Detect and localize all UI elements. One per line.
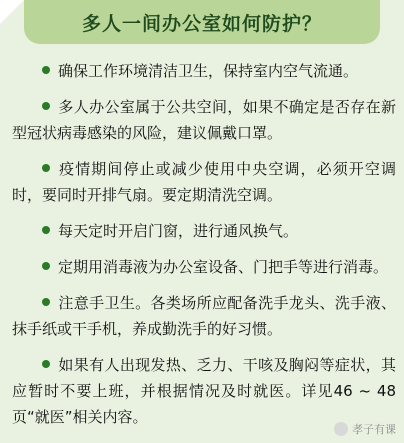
- list-item: [12, 254, 396, 280]
- list-item-text: 注意手卫生。各类场所应配备洗手龙头、洗手液、抹手纸或干手机，养成勤洗手的好习惯。: [12, 294, 396, 338]
- wechat-icon: [334, 422, 348, 436]
- watermark-text: 孝子有课: [352, 423, 396, 436]
- title-bar: [24, 0, 380, 44]
- bullet-icon: [42, 298, 50, 306]
- bullet-icon: [42, 262, 50, 270]
- list-item-text: 如果有人出现发热、乏力、干咳及胸闷等症状，其应暂时不要上班，并根据情况及时就医。详见46 ~ 48 页“就医”相关内容。: [12, 356, 396, 426]
- list-item: [12, 218, 396, 244]
- list-item: [12, 94, 396, 146]
- list-item: [12, 290, 396, 342]
- page-title: 多人一间办公室如何防护？: [81, 13, 322, 35]
- bullet-icon: [42, 102, 50, 110]
- bullet-icon: [42, 360, 50, 368]
- list-item-text: 定期用消毒液为办公室设备、门把手等进行消毒。: [58, 258, 389, 276]
- list-item-text: 每天定时开启门窗，进行通风换气。: [58, 222, 299, 240]
- list-item: [12, 156, 396, 208]
- list-item-text: 确保工作环境清洁卫生，保持室内空气流通。: [58, 62, 359, 80]
- bullet-icon: [42, 226, 50, 234]
- corner-cut: [0, 0, 24, 24]
- list-item: [12, 58, 396, 84]
- bullet-list: [12, 58, 396, 440]
- watermark: [334, 421, 396, 437]
- list-item-text: 多人办公室属于公共空间，如果不确定是否存在新型冠状病毒感染的风险，建议佩戴口罩。: [12, 98, 396, 142]
- list-item: [12, 352, 396, 430]
- bullet-icon: [42, 164, 50, 172]
- list-item-text: 疫情期间停止或减少使用中央空调，必须开空调时，要同时开排气扇。要定期清洗空调。: [12, 160, 396, 204]
- bullet-icon: [42, 66, 50, 74]
